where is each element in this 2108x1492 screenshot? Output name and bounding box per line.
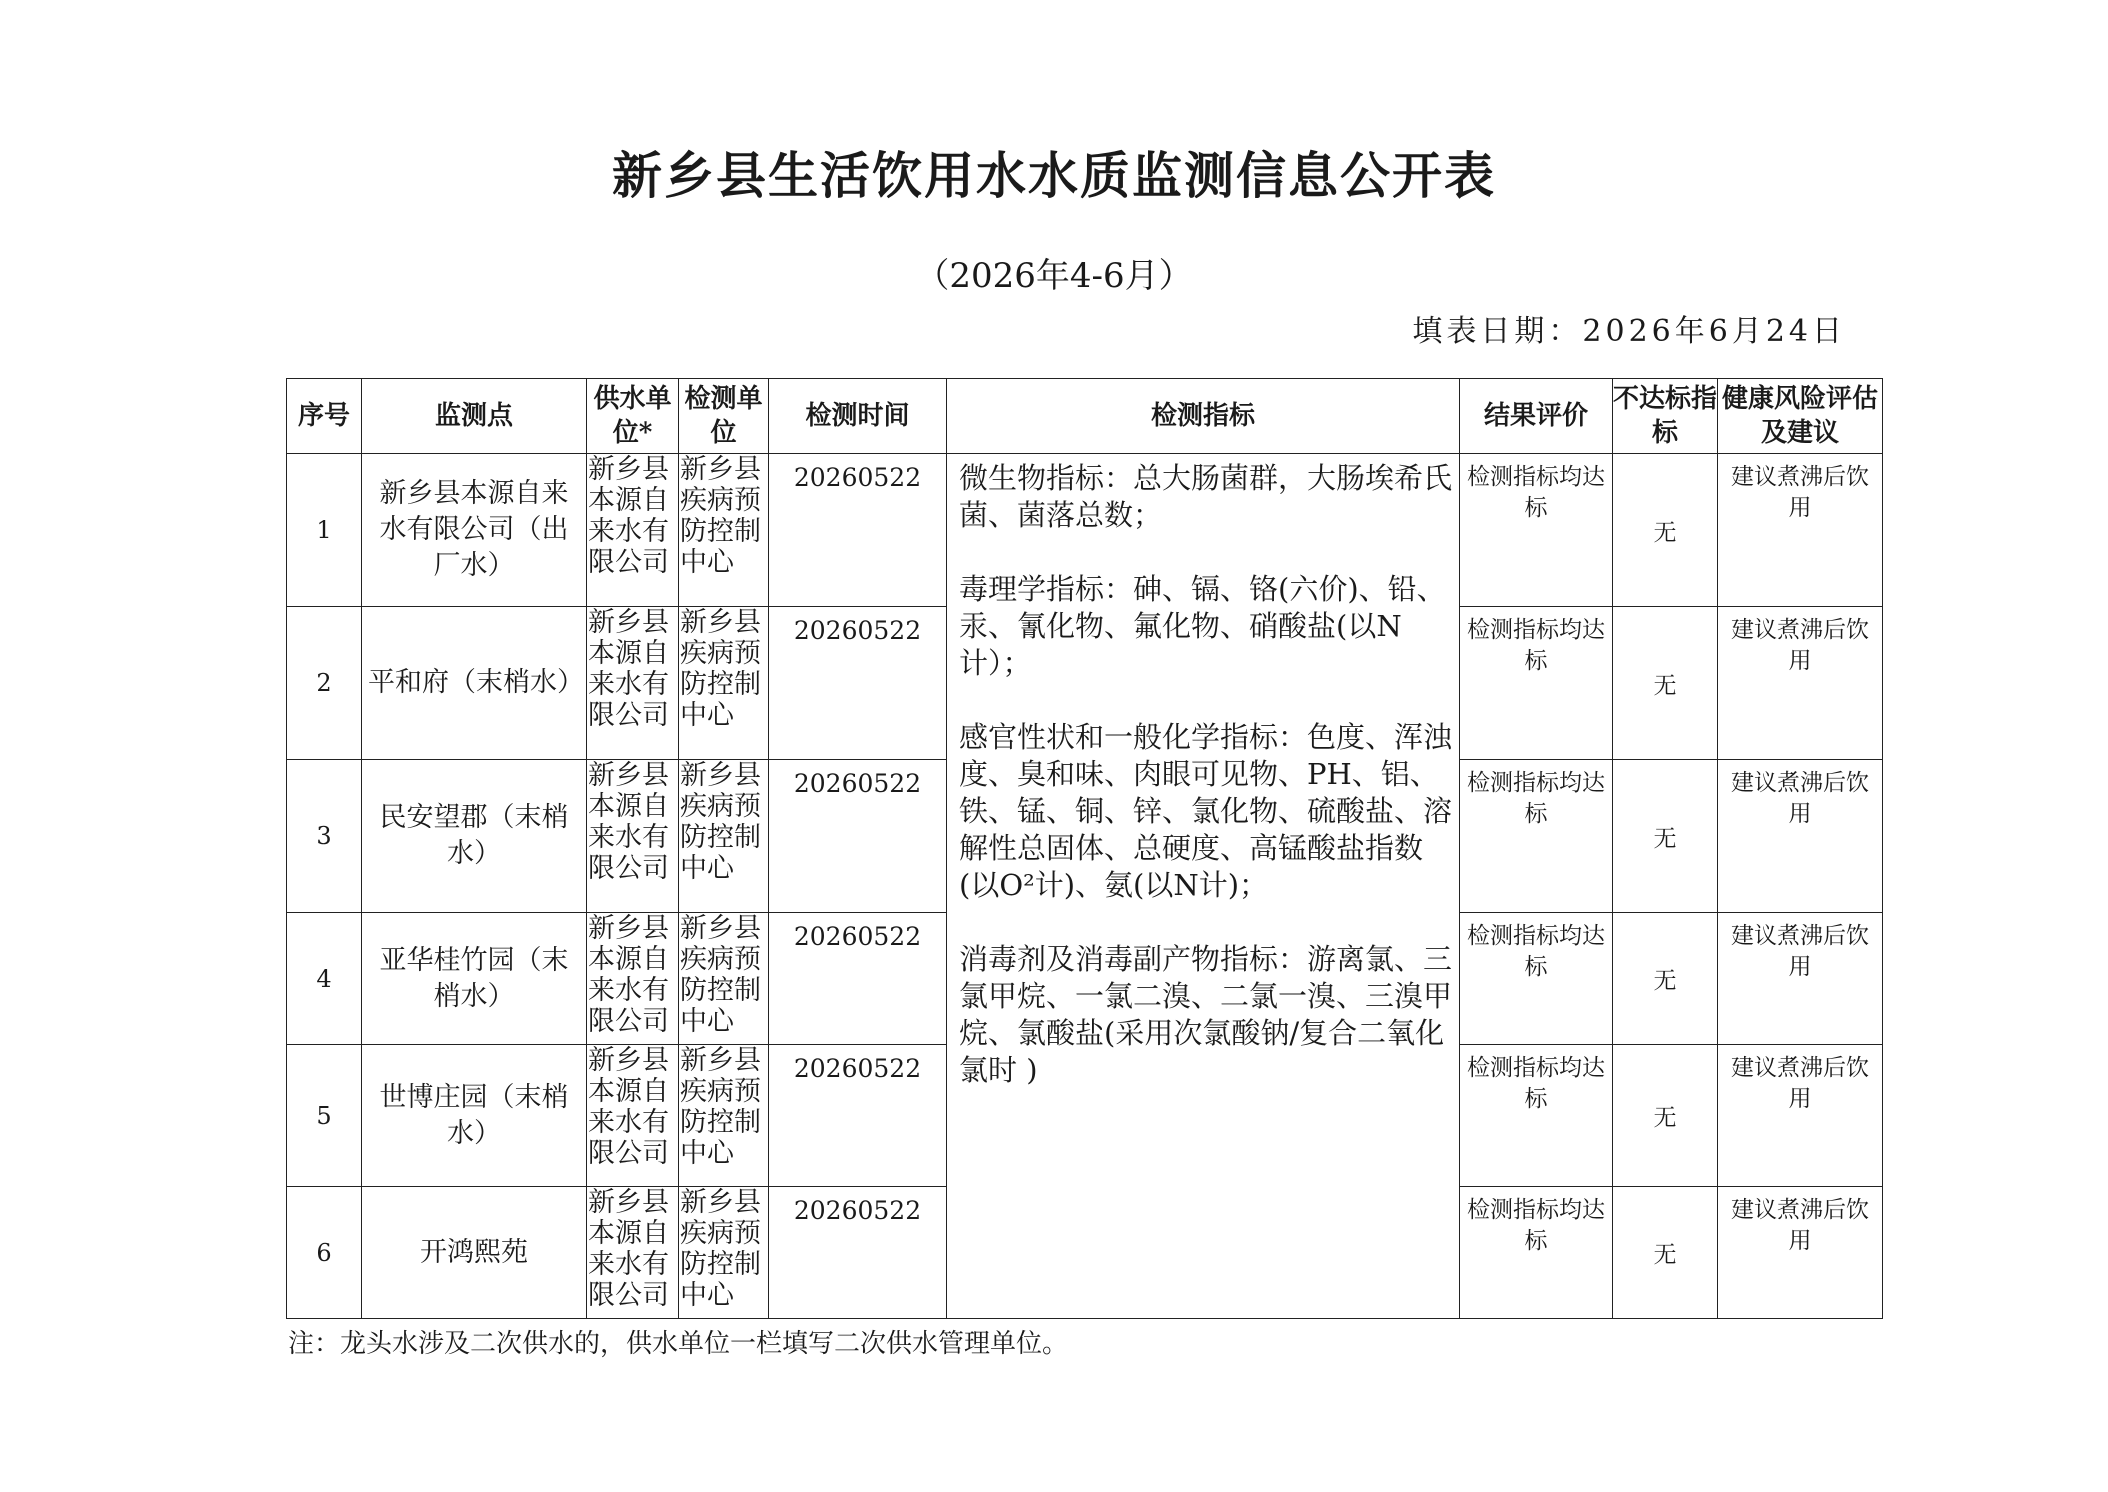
row-idx: 5 [287,1045,362,1187]
row-site: 民安望郡（末梢水） [362,760,587,913]
indicator-disinfectant: 消毒剂及消毒副产物指标：游离氯、三氯甲烷、一氯二溴、二氯一溴、三溴甲烷、氯酸盐(采用次氯酸钠/复合二氧化氯时 ) [959,942,1453,1087]
row-advice: 建议煮沸后饮用 [1718,1187,1883,1319]
header-indicators: 检测指标 [947,379,1460,454]
row-result: 检测指标均达标 [1460,760,1613,913]
table-row [287,454,1883,607]
row-idx: 1 [287,454,362,607]
row-test-unit: 新乡县疾病预防控制中心 [679,454,769,607]
row-advice: 建议煮沸后饮用 [1718,913,1883,1045]
row-idx: 4 [287,913,362,1045]
row-test-time: 20260522 [769,1187,947,1319]
row-idx: 2 [287,607,362,760]
fill-date: 填表日期：2026年6月24日 [1412,314,1846,349]
row-result: 检测指标均达标 [1460,1187,1613,1319]
row-site: 世博庄园（末梢水） [362,1045,587,1187]
row-idx: 3 [287,760,362,913]
row-site: 亚华桂竹园（末梢水） [362,913,587,1045]
row-test-time: 20260522 [769,1045,947,1187]
row-site: 开鸿熙苑 [362,1187,587,1319]
row-advice: 建议煮沸后饮用 [1718,1045,1883,1187]
row-non-standard: 无 [1613,913,1718,1045]
row-idx: 6 [287,1187,362,1319]
row-result: 检测指标均达标 [1460,607,1613,760]
row-test-unit: 新乡县疾病预防控制中心 [679,1045,769,1187]
header-test-time: 检测时间 [769,379,947,454]
row-supply-unit: 新乡县本源自来水有限公司 [587,760,679,913]
header-test-unit: 检测单位 [679,379,769,454]
table-header-row [287,379,1883,454]
row-test-time: 20260522 [769,454,947,607]
row-supply-unit: 新乡县本源自来水有限公司 [587,607,679,760]
row-test-time: 20260522 [769,760,947,913]
row-supply-unit: 新乡县本源自来水有限公司 [587,913,679,1045]
row-site: 新乡县本源自来水有限公司（出厂水） [362,454,587,607]
header-result: 结果评价 [1460,379,1613,454]
row-supply-unit: 新乡县本源自来水有限公司 [587,1187,679,1319]
row-non-standard: 无 [1613,1187,1718,1319]
row-test-unit: 新乡县疾病预防控制中心 [679,913,769,1045]
header-advice: 健康风险评估及建议 [1718,379,1883,454]
row-advice: 建议煮沸后饮用 [1718,607,1883,760]
indicator-sensory-chemical: 感官性状和一般化学指标：色度、浑浊度、臭和味、肉眼可见物、PH、铝、铁、锰、铜、锌、氯化物、硫酸盐、溶解性总固体、总硬度、高锰酸盐指数(以O²计)、氨(以N计)； [959,720,1453,902]
row-test-time: 20260522 [769,607,947,760]
header-site: 监测点 [362,379,587,454]
water-quality-table [286,378,1883,1319]
row-result: 检测指标均达标 [1460,454,1613,607]
row-result: 检测指标均达标 [1460,1045,1613,1187]
page-subtitle: （2026年4-6月） [915,256,1193,296]
row-test-unit: 新乡县疾病预防控制中心 [679,607,769,760]
row-test-time: 20260522 [769,913,947,1045]
row-supply-unit: 新乡县本源自来水有限公司 [587,1045,679,1187]
page-title: 新乡县生活饮用水水质监测信息公开表 [612,146,1496,205]
indicator-toxicological: 毒理学指标：砷、镉、铬(六价)、铅、汞、氰化物、氟化物、硝酸盐(以N计）； [959,572,1446,680]
row-advice: 建议煮沸后饮用 [1718,760,1883,913]
footnote: 注：龙头水涉及二次供水的，供水单位一栏填写二次供水管理单位。 [288,1329,1069,1359]
row-supply-unit: 新乡县本源自来水有限公司 [587,454,679,607]
indicators-cell [947,454,1460,1319]
row-site: 平和府（末梢水） [362,607,587,760]
indicator-microbial: 微生物指标：总大肠菌群，大肠埃希氏菌、菌落总数； [959,461,1453,532]
header-non-standard: 不达标指标 [1613,379,1718,454]
header-idx: 序号 [287,379,362,454]
row-non-standard: 无 [1613,607,1718,760]
row-non-standard: 无 [1613,454,1718,607]
row-non-standard: 无 [1613,760,1718,913]
header-supply-unit: 供水单位* [587,379,679,454]
row-non-standard: 无 [1613,1045,1718,1187]
row-result: 检测指标均达标 [1460,913,1613,1045]
row-advice: 建议煮沸后饮用 [1718,454,1883,607]
row-test-unit: 新乡县疾病预防控制中心 [679,1187,769,1319]
row-test-unit: 新乡县疾病预防控制中心 [679,760,769,913]
